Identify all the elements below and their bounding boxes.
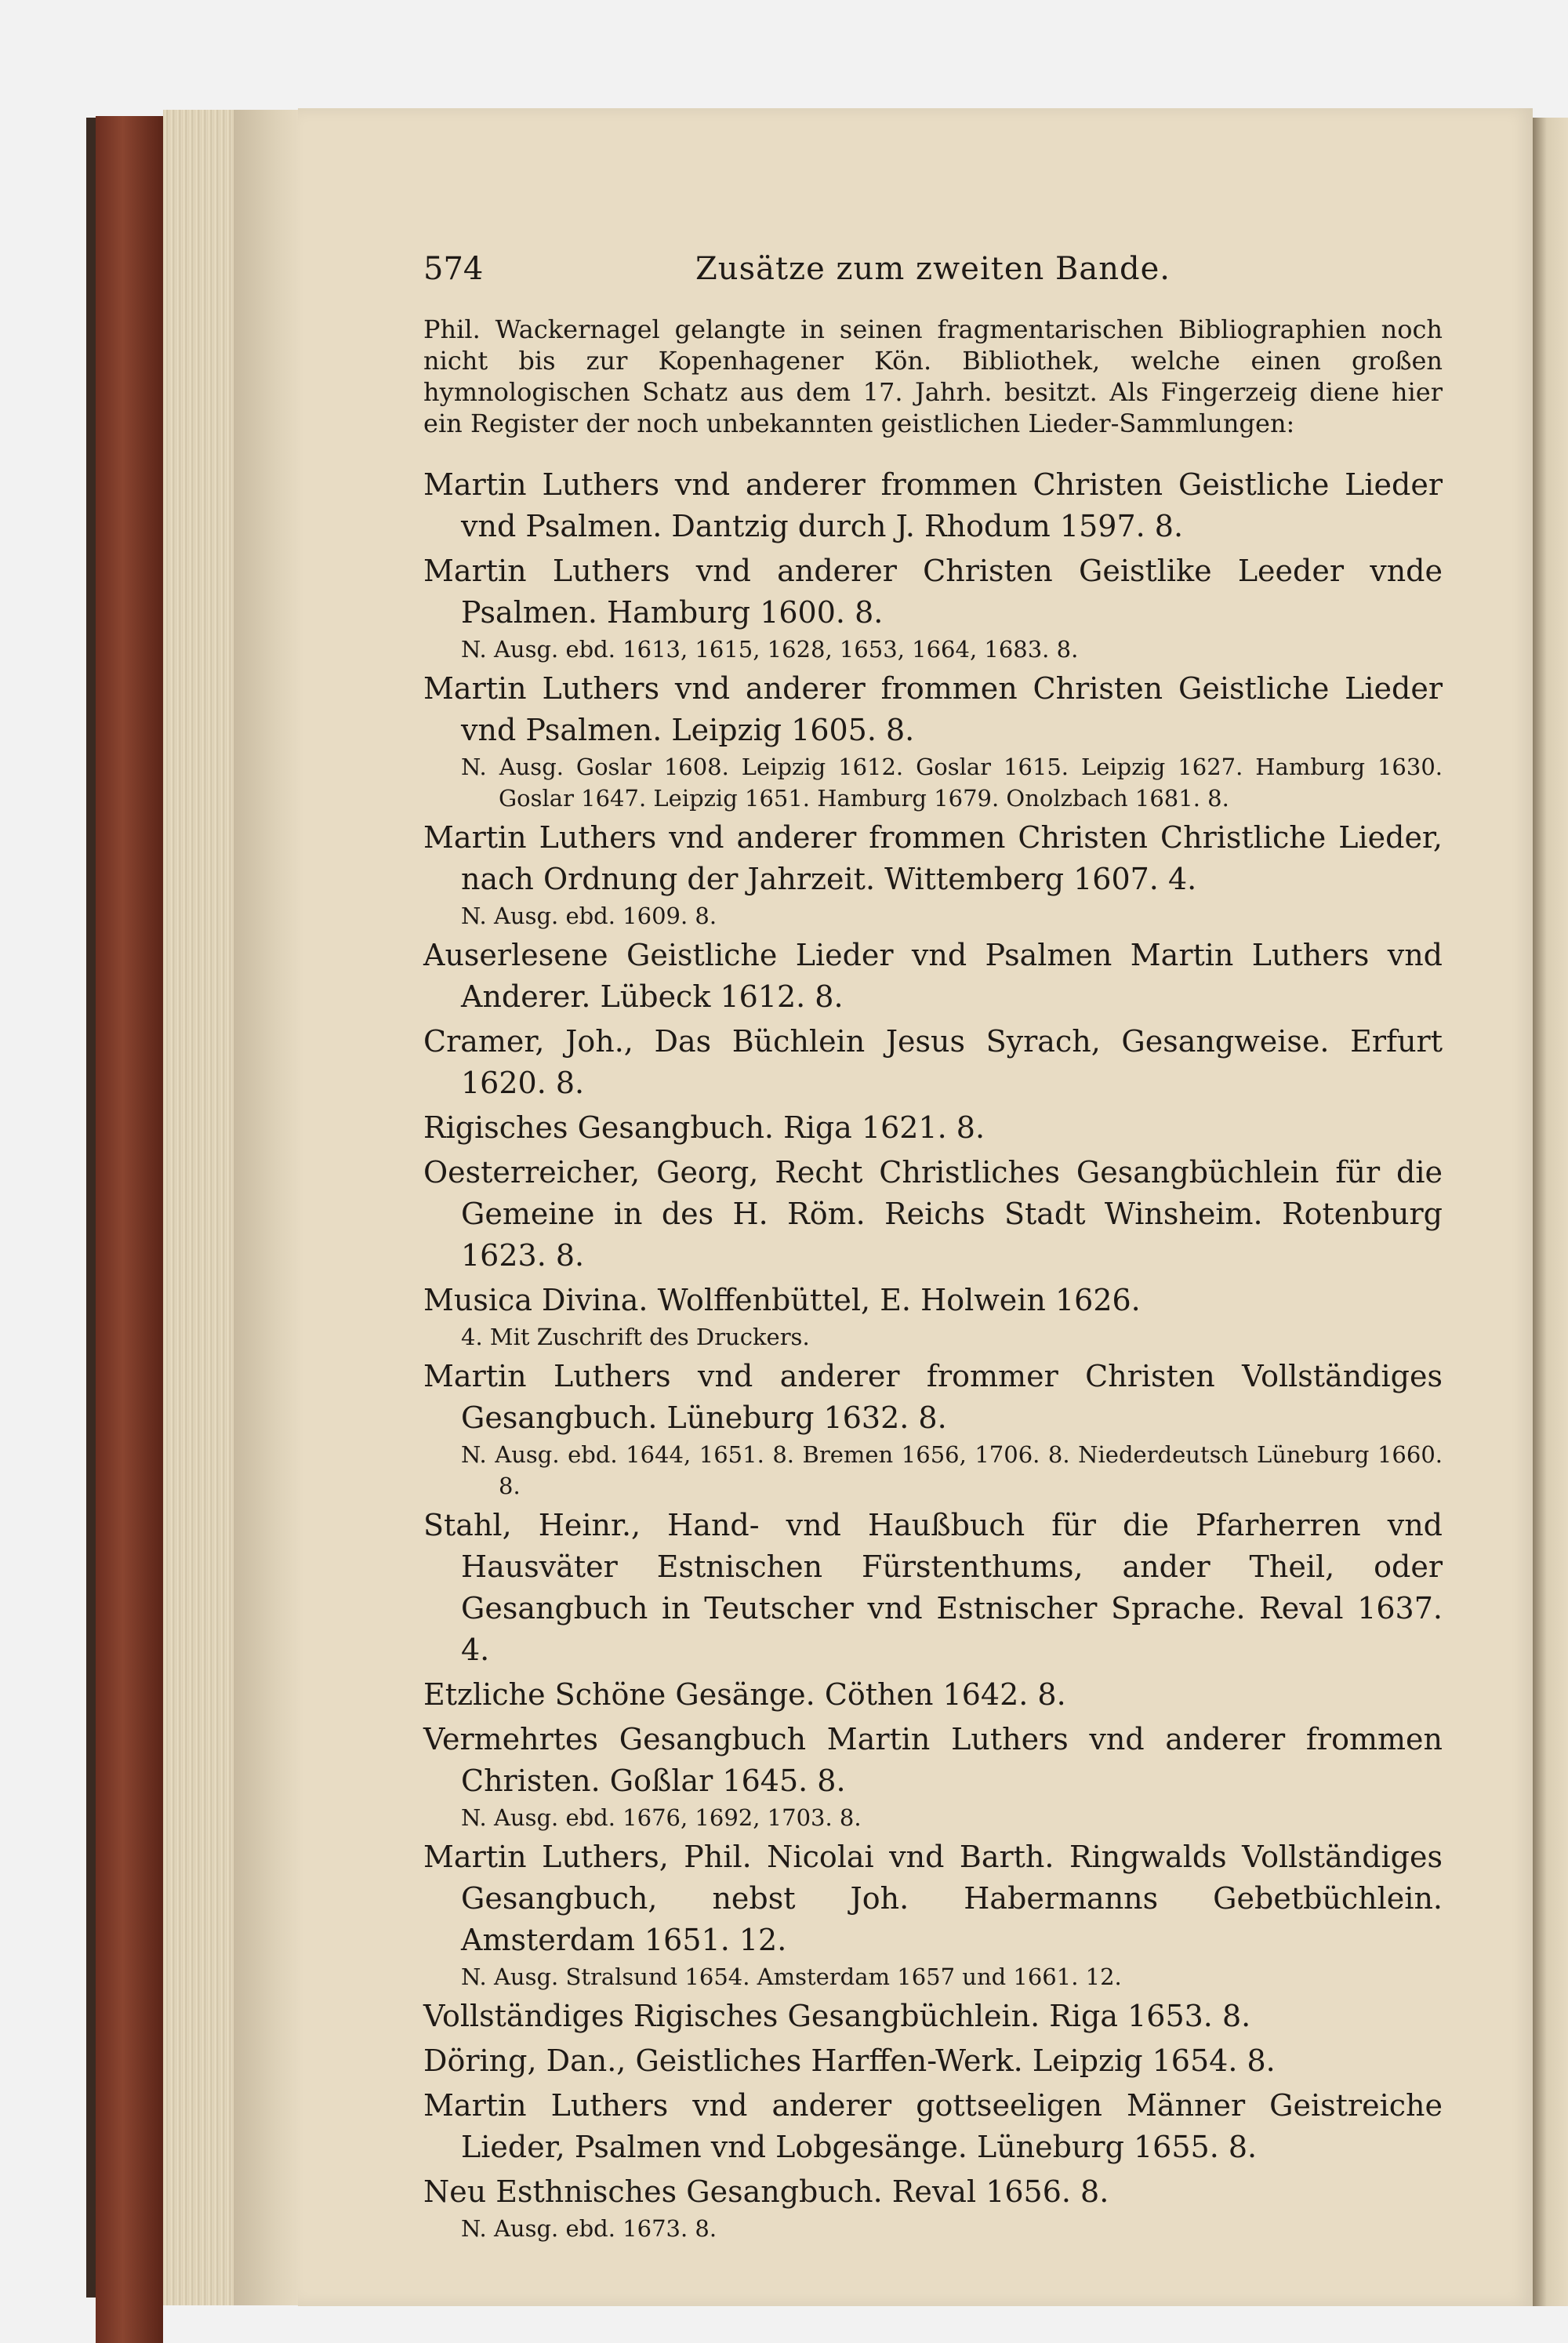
running-head: Zusätze zum zweiten Bande. (695, 251, 1171, 287)
register-edition-note: N. Ausg. Stralsund 1654. Amsterdam 1657 und 1661. 12. (461, 1963, 1122, 1990)
register-entry: Martin Luthers, Phil. Nicolai vnd Barth. Ringwalds Vollständiges Gesangbuch, nebst Joh. Habermanns Gebetbüchlein. Amsterdam 1651. 12. (423, 1840, 1443, 1957)
register-edition-note: N. Ausg. ebd. 1613, 1615, 1628, 1653, 1664, 1683. 8. (461, 636, 1079, 663)
register-entry: Martin Luthers vnd anderer frommer Christen Vollständiges Gesangbuch. Lüneburg 1632. 8. (423, 1359, 1443, 1435)
register-entry: Cramer, Joh., Das Büchlein Jesus Syrach, Gesangweise. Erfurt 1620. 8. (423, 1024, 1443, 1100)
register-entry: Oesterreicher, Georg, Recht Christliches Gesangbüchlein für die Gemeine in des H. Röm. Reichs Stadt Winsheim. Rotenburg 1623. 8. (423, 1155, 1443, 1273)
register-entry: Musica Divina. Wolffenbüttel, E. Holwein 1626. (423, 1283, 1141, 1317)
register-edition-note: 4. Mit Zuschrift des Druckers. (461, 1324, 810, 1350)
page-stack-edges (163, 110, 234, 2305)
register-edition-note: N. Ausg. Goslar 1608. Leipzig 1612. Goslar 1615. Leipzig 1627. Hamburg 1630. Goslar 1647. Leipzig 1651. Hamburg 1679. Onolzbach 1681. 8. (461, 754, 1443, 812)
register-entry: Döring, Dan., Geistliches Harffen-Werk. Leipzig 1654. 8. (423, 2043, 1276, 2078)
book-cover-edge (96, 116, 163, 2343)
hymnbook-register (423, 464, 1443, 2244)
register-entry: Etzliche Schöne Gesänge. Cöthen 1642. 8. (423, 1677, 1066, 1712)
page-number: 574 (423, 251, 484, 287)
register-entry: Rigisches Gesangbuch. Riga 1621. 8. (423, 1110, 985, 1145)
register-entry: Stahl, Heinr., Hand- vnd Haußbuch für die Pfarherren vnd Hausväter Estnischen Fürstenthums, ander Theil, oder Gesangbuch in Teutscher vnd Estnischer Sprache. Reval 1637. 4. (423, 1508, 1443, 1667)
register-entry: Martin Luthers vnd anderer gottseeligen Männer Geistreiche Lieder, Psalmen vnd Lobgesänge. Lüneburg 1655. 8. (423, 2088, 1443, 2164)
page-text-block (423, 251, 1443, 2247)
gutter-shadow (234, 110, 304, 2305)
register-entry: Martin Luthers vnd anderer frommen Christen Geistliche Lieder vnd Psalmen. Leipzig 1605. 8. (423, 671, 1443, 747)
register-entry: Vollständiges Rigisches Gesangbüchlein. Riga 1653. 8. (423, 1999, 1251, 2033)
register-entry: Neu Esthnisches Gesangbuch. Reval 1656. 8. (423, 2174, 1109, 2209)
register-entry: Martin Luthers vnd anderer frommen Christen Christliche Lieder, nach Ordnung der Jahrzeit. Wittemberg 1607. 4. (423, 820, 1443, 896)
register-edition-note: N. Ausg. ebd. 1673. 8. (461, 2215, 717, 2242)
page-header (423, 251, 1443, 306)
register-edition-note: N. Ausg. ebd. 1676, 1692, 1703. 8. (461, 1804, 862, 1831)
register-edition-note: N. Ausg. ebd. 1644, 1651. 8. Bremen 1656, 1706. 8. Niederdeutsch Lüneburg 1660. 8. (461, 1441, 1443, 1499)
register-entry: Martin Luthers vnd anderer frommen Christen Geistliche Lieder vnd Psalmen. Dantzig durch J. Rhodum 1597. 8. (423, 467, 1443, 543)
register-entry: Auserlesene Geistliche Lieder vnd Psalmen Martin Luthers vnd Anderer. Lübeck 1612. 8. (423, 938, 1443, 1014)
register-edition-note: N. Ausg. ebd. 1609. 8. (461, 903, 717, 929)
intro-paragraph: Phil. Wackernagel gelangte in seinen fragmentarischen Bibliographien noch nicht bis zur Kopenhagener Kön. Bibliothek, welche einen großen hymnologischen Schatz aus dem 17. Jahrh. besitzt. Als Fingerzeig diene hier ein Register der noch unbekannten geistlichen Lieder-Sammlungen: (423, 314, 1443, 438)
register-entry: Vermehrtes Gesangbuch Martin Luthers vnd anderer frommen Christen. Goßlar 1645. 8. (423, 1722, 1443, 1798)
register-entry: Martin Luthers vnd anderer Christen Geistlike Leeder vnde Psalmen. Hamburg 1600. 8. (423, 554, 1443, 630)
facing-page-edge (1533, 118, 1568, 2306)
